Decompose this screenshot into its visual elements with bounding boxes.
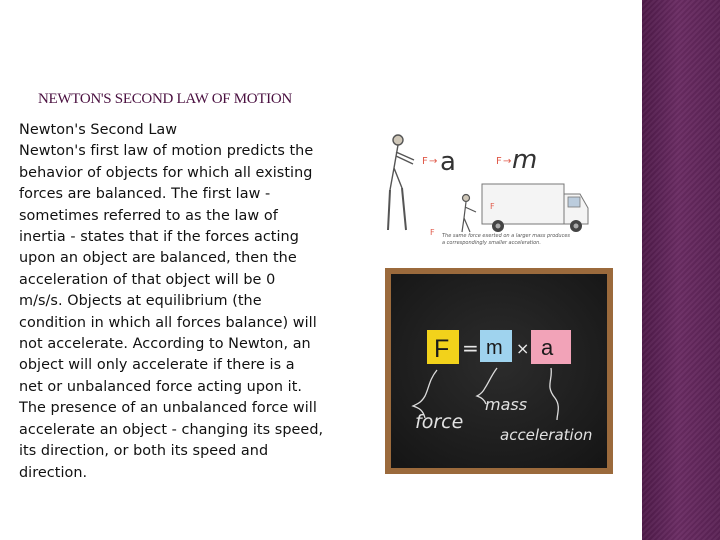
m-card-symbol: m [486, 337, 503, 359]
body-line: upon an object are balanced, then the [19, 250, 297, 267]
arrow-icon: → [429, 156, 438, 167]
body-line: m/s/s. Objects at equilibrium (the [19, 293, 262, 310]
force-word: force [415, 411, 464, 433]
diagram-caption-line1: The same force exerted on a larger mass produces [442, 233, 571, 239]
arrow-icon: → [503, 156, 512, 167]
force-label-m: F [496, 156, 502, 167]
acceleration-word: acceleration [500, 426, 593, 444]
body-line: direction. [19, 464, 88, 481]
body-line: sometimes referred to as the law of [19, 207, 278, 224]
body-line: condition in which all forces balance) will [19, 314, 317, 331]
panel-texture [642, 0, 720, 540]
body-line: acceleration of that object will be 0 [19, 271, 276, 288]
diagram-caption-line2: a correspondingly smaller acceleration. [442, 240, 541, 246]
body-line: Newton's Second Law [19, 122, 178, 138]
body-line: behavior of objects for which all existing [19, 164, 313, 181]
body-line: net or unbalanced force acting upon it. [19, 378, 303, 395]
small-person-illustration [462, 195, 476, 233]
equals-sign: = [462, 336, 479, 360]
body-line: accelerate an object - changing its speed, [19, 421, 324, 438]
force-mass-diagram [380, 130, 610, 248]
body-line: inertia - states that if the forces acting [19, 229, 299, 246]
body-line: forces are balanced. The first law - [19, 186, 271, 203]
f-card-symbol: F [434, 335, 450, 363]
force-label-person: F [430, 228, 435, 237]
body-line: its direction, or both its speed and [19, 443, 269, 460]
mass-word: mass [485, 395, 528, 414]
slide-title: NEWTON'S SECOND LAW OF MOTION [38, 91, 292, 107]
force-label-truck: F [490, 202, 495, 211]
body-line: Newton's first law of motion predicts the [19, 143, 314, 160]
body-line: The presence of an unbalanced force will [19, 400, 317, 417]
decorative-side-panel [640, 0, 720, 540]
chalkboard-image [385, 268, 613, 474]
truck-illustration [482, 184, 588, 232]
acceleration-symbol: a [440, 147, 456, 177]
force-label-a: F [422, 156, 428, 167]
a-card-symbol: a [541, 335, 554, 360]
times-sign: × [516, 339, 530, 358]
body-line: not accelerate. According to Newton, an [19, 336, 311, 353]
body-line: object will only accelerate if there is a [19, 357, 295, 374]
slide-body [19, 120, 371, 484]
mass-symbol: m [512, 145, 538, 175]
person-illustration [388, 135, 414, 230]
